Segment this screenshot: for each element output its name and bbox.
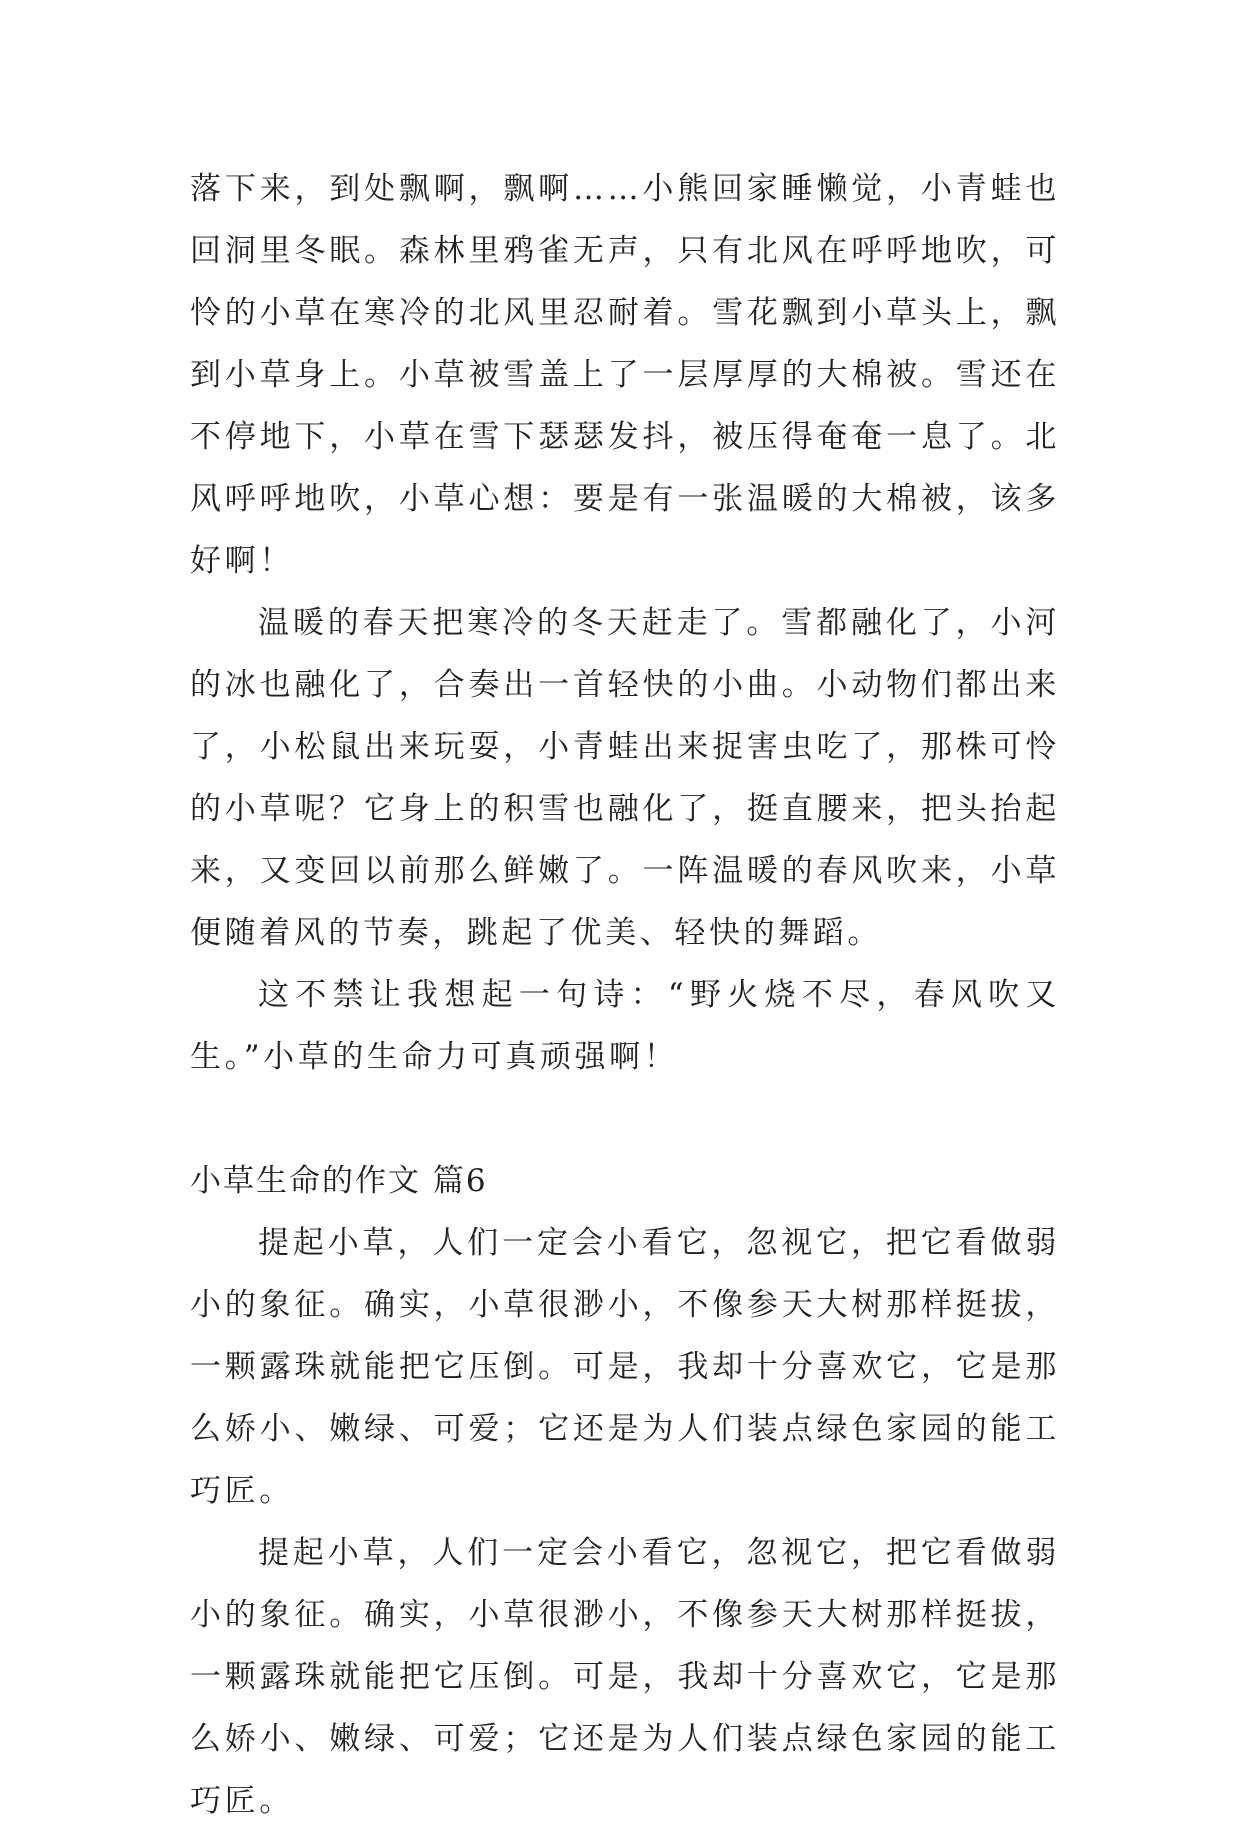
paragraph-section6-second: 提起小草，人们一定会小看它，忽视它，把它看做弱小的象征。确实，小草很渺小，不像参天大树那样挺拔，一颗露珠就能把它压倒。可是，我却十分喜欢它，它是那么娇小、嫩绿、可爱；它还是为人们装点绿色家园的能工巧匠。 xyxy=(190,1535,1060,1819)
document-body xyxy=(190,158,1060,1832)
paragraph-spring: 温暖的春天把寒冷的冬天赶走了。雪都融化了，小河的冰也融化了，合奏出一首轻快的小曲。小动物们都出来了，小松鼠出来玩耍，小青蛙出来捉害虫吃了，那株可怜的小草呢？它身上的积雪也融化了，挺直腰来，把头抬起来，又变回以前那么鲜嫩了。一阵温暖的春风吹来，小草便随着风的节奏，跳起了优美、轻快的舞蹈。 xyxy=(190,605,1060,951)
paragraph-continued: 落下来，到处飘啊，飘啊……小熊回家睡懒觉，小青蛙也回洞里冬眠。森林里鸦雀无声，只有北风在呼呼地吹，可怜的小草在寒冷的北风里忍耐着。雪花飘到小草头上，飘到小草身上。小草被雪盖上了一层厚厚的大棉被。雪还在不停地下，小草在雪下瑟瑟发抖，被压得奄奄一息了。北风呼呼地吹，小草心想：要是有一张温暖的大棉被，该多好啊！ xyxy=(190,171,1060,579)
section-title: 小草生命的作文 篇6 xyxy=(190,1163,488,1199)
paragraph-poem: 这不禁让我想起一句诗：“野火烧不尽，春风吹又生。”小草的生命力可真顽强啊！ xyxy=(190,977,1060,1075)
paragraph-section6-first: 提起小草，人们一定会小看它，忽视它，把它看做弱小的象征。确实，小草很渺小，不像参天大树那样挺拔，一颗露珠就能把它压倒。可是，我却十分喜欢它，它是那么娇小、嫩绿、可爱；它还是为人们装点绿色家园的能工巧匠。 xyxy=(190,1225,1060,1509)
